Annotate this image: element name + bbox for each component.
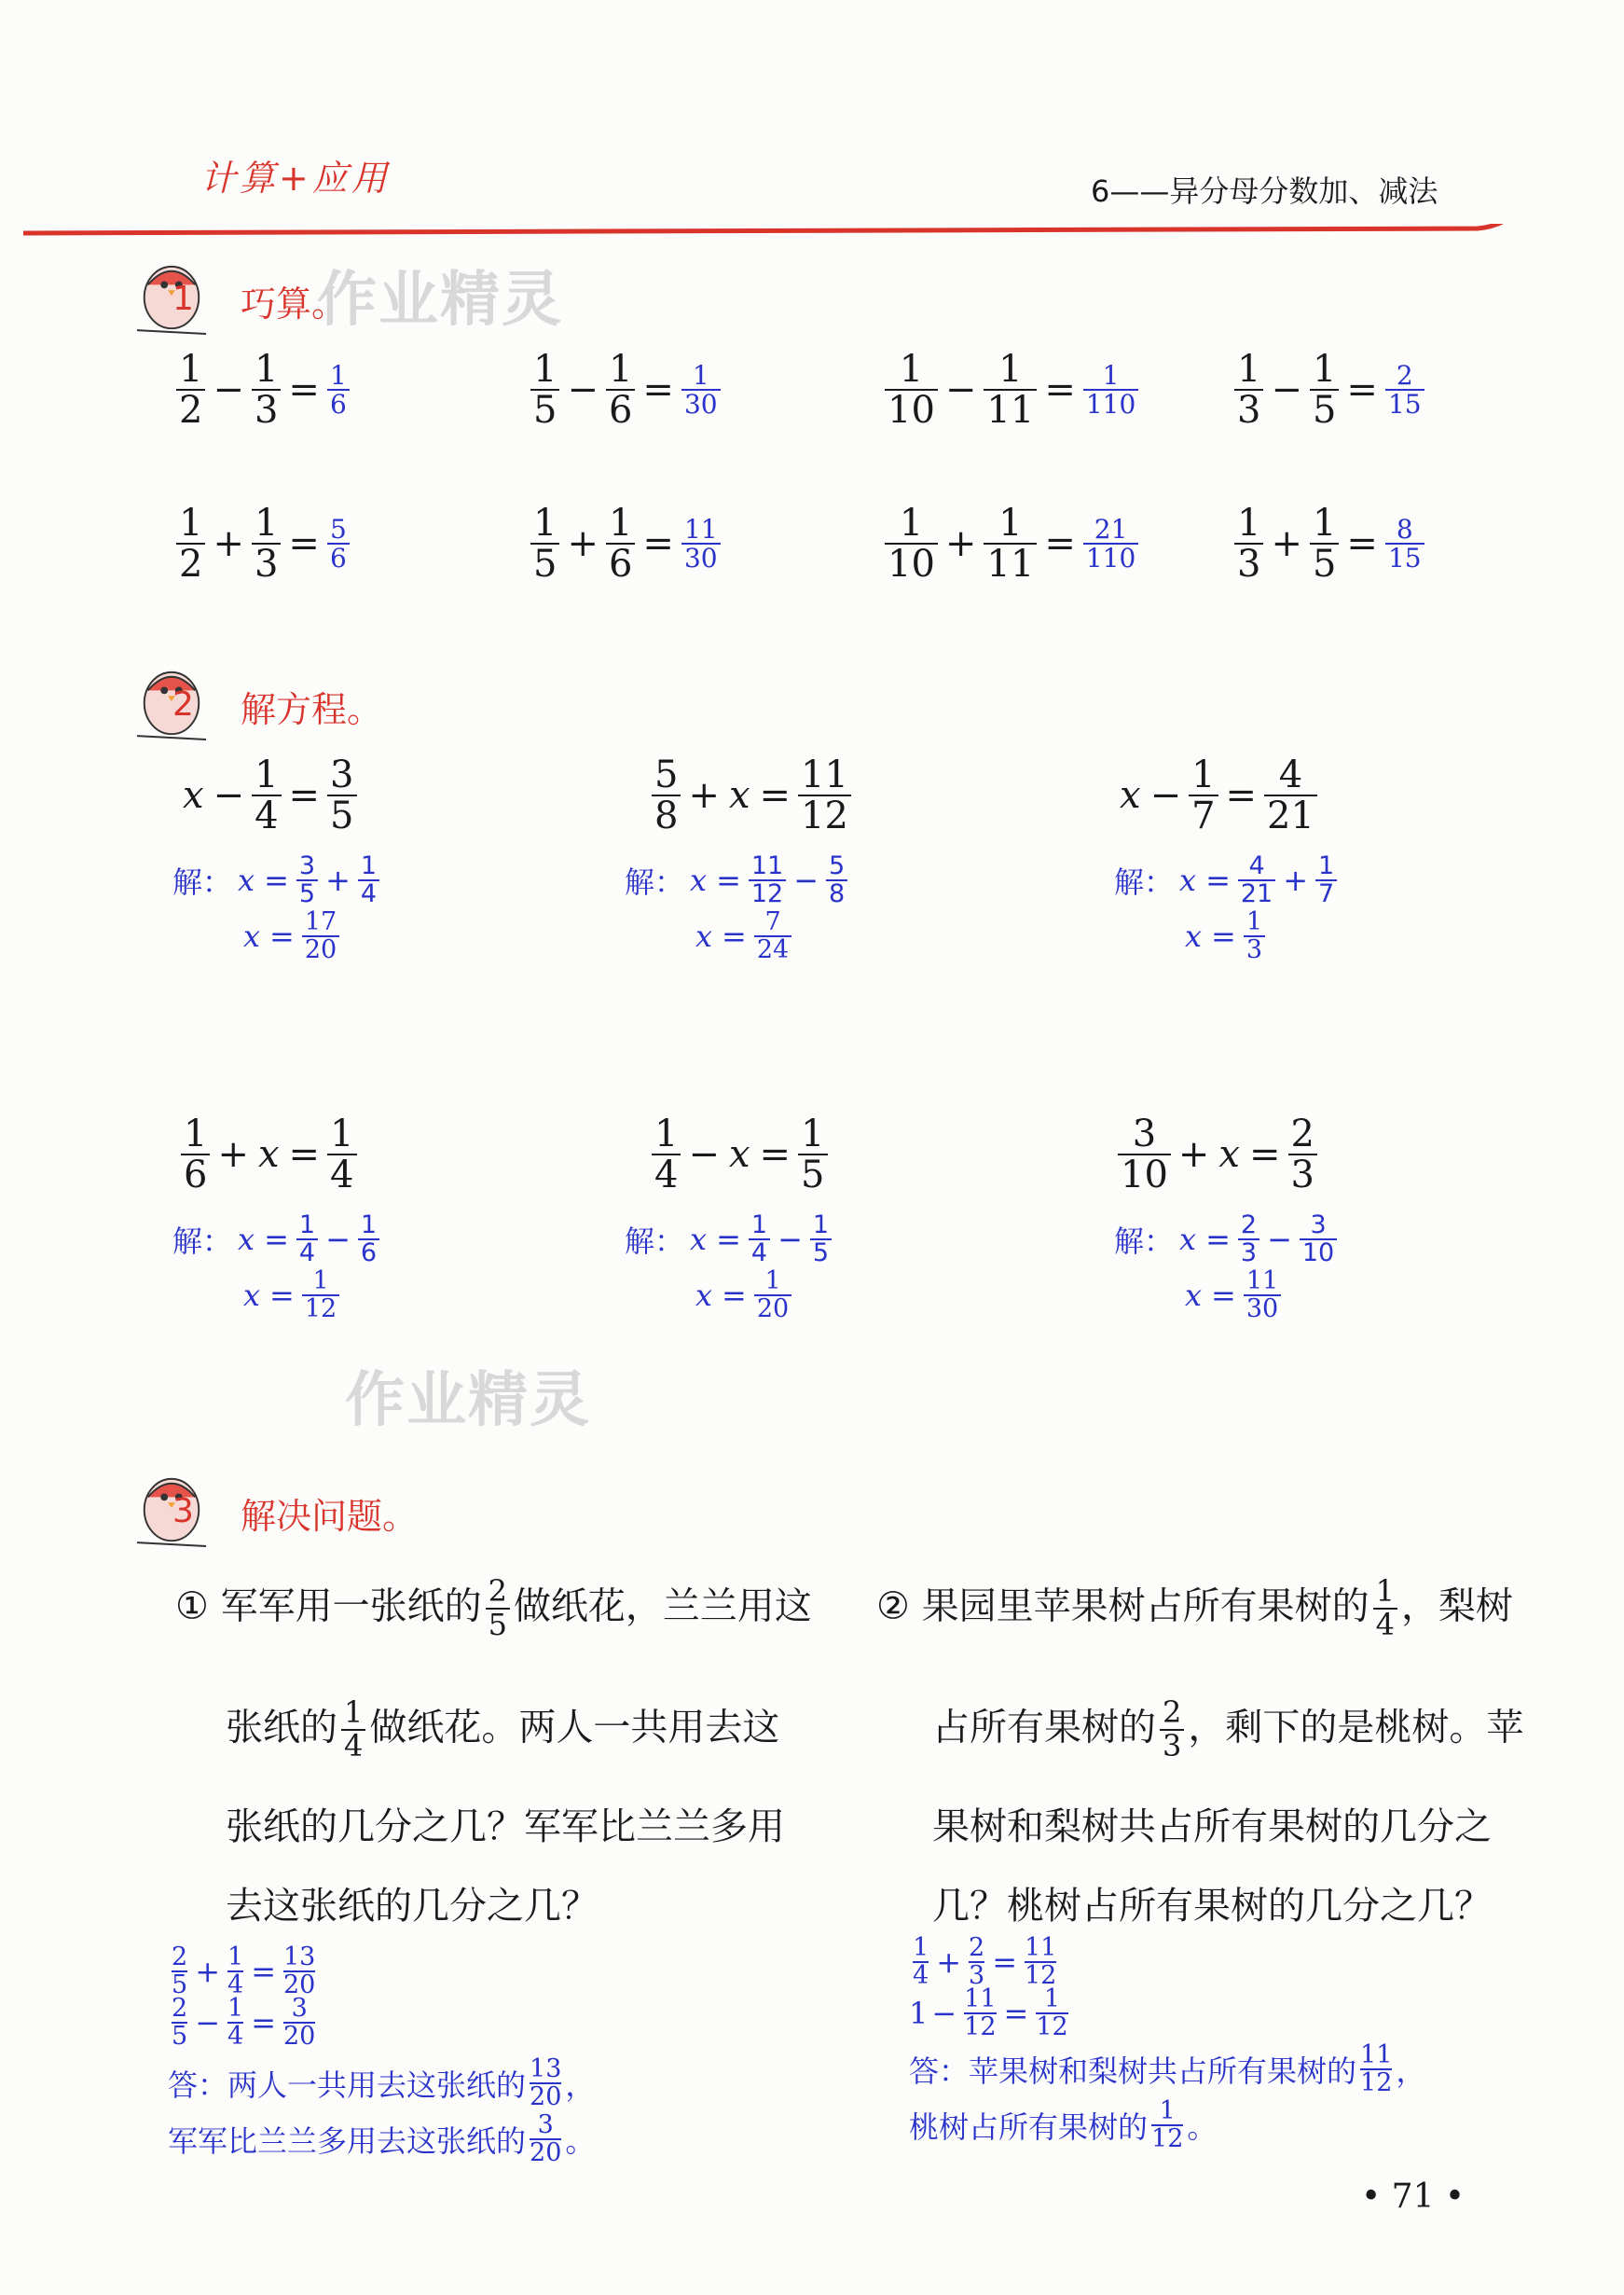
problem-2-work-2: 1 − $\frac{11}{12}$ = $\frac{1}{12}$: [909, 1984, 1068, 2042]
section-3-title: 解决问题。: [241, 1496, 419, 1537]
fraction: $\frac{11}{12}$: [798, 755, 851, 836]
problem-1-line-1: ① 军军用一张纸的 $\frac{2}{5}$ 做纸花，兰兰用这: [175, 1573, 812, 1642]
equation: $\frac{5}{8}$ + x = $\frac{11}{12}$: [648, 755, 855, 836]
section-3-icon: [135, 1469, 208, 1556]
problem-2-answer-2: 桃树占所有果树的 $\frac{1}{12}$ 。: [909, 2096, 1218, 2154]
calc-item: $\frac{1}{2}$ + $\frac{1}{3}$ = $\frac{5}{6}$: [172, 504, 353, 584]
fraction: $\frac{5}{8}$: [652, 755, 681, 836]
fraction: $\frac{1}{6}$: [358, 1212, 379, 1267]
section-1-title: 巧算。: [241, 283, 348, 325]
calc-item: $\frac{1}{10}$ − $\frac{1}{11}$ = $\frac{1}{110}$: [881, 350, 1142, 430]
problem-2-line-1: ② 果园里苹果树占所有果树的 $\frac{1}{4}$ ，梨树: [876, 1573, 1513, 1642]
fraction: $\frac{21}{110}$: [1083, 516, 1138, 573]
section-2-title: 解方程。: [241, 689, 383, 730]
fraction: $\frac{1}{2}$: [176, 350, 205, 430]
fraction: $\frac{1}{7}$: [1315, 853, 1337, 908]
calc-item: $\frac{1}{10}$ + $\frac{1}{11}$ = $\frac{21}{110}$: [881, 504, 1142, 584]
fraction: $\frac{1}{6}$: [327, 362, 350, 419]
fraction: $\frac{1}{7}$: [1189, 755, 1218, 836]
fraction: $\frac{1}{4}$: [749, 1212, 770, 1267]
fraction: $\frac{5}{8}$: [826, 853, 847, 908]
fraction: $\frac{5}{6}$: [327, 516, 350, 573]
section-number: 1: [172, 280, 194, 318]
fraction: $\frac{1}{3}$: [1244, 909, 1265, 964]
problem-2-line-2: 占所有果树的 $\frac{2}{3}$ ，剩下的是桃树。苹: [932, 1694, 1524, 1763]
calc-item: $\frac{1}{3}$ + $\frac{1}{5}$ = $\frac{8}{15}$: [1231, 504, 1428, 584]
problem-2-line-3: 果树和梨树共占所有果树的几分之: [932, 1805, 1492, 1848]
fraction: $\frac{1}{4}$: [252, 755, 281, 836]
fraction: $\frac{1}{4}$: [327, 1114, 356, 1195]
solution-step-1: 解： x = $\frac{2}{3}$ − $\frac{3}{10}$: [1114, 1212, 1341, 1267]
fraction: $\frac{1}{2}$: [176, 504, 205, 584]
fraction: $\frac{1}{5}$: [810, 1212, 832, 1267]
problem-2-line-4: 几？桃树占所有果树的几分之几？: [932, 1885, 1492, 1928]
fraction: $\frac{11}{30}$: [1244, 1268, 1281, 1323]
calc-item: $\frac{1}{5}$ + $\frac{1}{6}$ = $\frac{11}{30}$: [527, 504, 724, 584]
problem-2-answer-1: 答：苹果树和梨树共占所有果树的 $\frac{11}{12}$ ，: [909, 2040, 1426, 2098]
calc-item: $\frac{1}{3}$ − $\frac{1}{5}$ = $\frac{2}{15}$: [1231, 350, 1428, 430]
solution-step-2: x = $\frac{1}{3}$: [1179, 909, 1269, 964]
solution-step-1: 解： x = $\frac{11}{12}$ − $\frac{5}{8}$: [625, 853, 851, 908]
fraction: $\frac{1}{12}$: [302, 1268, 339, 1323]
equation: $\frac{1}{6}$ + x = $\frac{1}{4}$: [177, 1114, 361, 1195]
fraction: $\frac{1}{6}$: [606, 350, 635, 430]
fraction: $\frac{8}{15}$: [1385, 516, 1424, 573]
solution-step-2: x = $\frac{11}{30}$: [1179, 1268, 1285, 1323]
fraction: $\frac{1}{20}$: [754, 1268, 791, 1323]
solution-step-2: x = $\frac{1}{12}$: [238, 1268, 343, 1323]
solution-step-2: x = $\frac{7}{24}$: [690, 909, 795, 964]
fraction: $\frac{4}{21}$: [1264, 755, 1317, 836]
fraction: $\frac{2}{3}$: [1238, 1212, 1259, 1267]
equation: x − $\frac{1}{4}$ = $\frac{3}{5}$: [177, 755, 361, 836]
fraction: $\frac{1}{11}$: [984, 504, 1037, 584]
fraction: $\frac{1}{4}$: [296, 1212, 318, 1267]
calc-item: $\frac{1}{5}$ − $\frac{1}{6}$ = $\frac{1}{30}$: [527, 350, 724, 430]
problem-1-line-4: 去这张纸的几分之几？: [226, 1885, 599, 1928]
section-2-icon: [135, 662, 208, 750]
solution-step-1: 解： x = $\frac{1}{4}$ − $\frac{1}{6}$: [172, 1212, 383, 1267]
solution-step-2: x = $\frac{17}{20}$: [238, 909, 343, 964]
problem-1-work-1: $\frac{2}{5}$ + $\frac{1}{4}$ = $\frac{13}{20}$: [172, 1942, 316, 2000]
fraction: $\frac{3}{5}$: [296, 853, 318, 908]
problem-1-answer-1: 答：两人一共用去这张纸的 $\frac{13}{20}$ ，: [168, 2054, 596, 2112]
fraction: $\frac{1}{3}$: [1234, 350, 1263, 430]
fraction: $\frac{1}{4}$: [652, 1114, 681, 1195]
watermark: 作业精灵: [317, 266, 563, 335]
section-number: 2: [172, 685, 194, 724]
equation: x − $\frac{1}{7}$ = $\frac{4}{21}$: [1114, 755, 1321, 836]
fraction: $\frac{1}{6}$: [181, 1114, 210, 1195]
problem-1-line-2: 张纸的 $\frac{1}{4}$ 做纸花。两人一共用去这: [226, 1694, 780, 1763]
fraction: $\frac{11}{30}$: [681, 516, 721, 573]
fraction: $\frac{3}{5}$: [327, 755, 356, 836]
fraction: $\frac{1}{3}$: [1234, 504, 1263, 584]
solution-step-1: 解： x = $\frac{4}{21}$ + $\frac{1}{7}$: [1114, 853, 1341, 908]
fraction: $\frac{1}{6}$: [606, 504, 635, 584]
fraction: $\frac{1}{5}$: [530, 350, 559, 430]
solution-step-1: 解： x = $\frac{1}{4}$ − $\frac{1}{5}$: [625, 1212, 835, 1267]
fraction: $\frac{1}{3}$: [252, 350, 281, 430]
fraction: $\frac{1}{10}$: [885, 504, 938, 584]
fraction: $\frac{2}{3}$: [1288, 1114, 1317, 1195]
page-number: • 71 •: [1361, 2177, 1466, 2216]
fraction: $\frac{3}{10}$: [1300, 1212, 1337, 1267]
fraction: $\frac{17}{20}$: [302, 909, 339, 964]
equation: $\frac{3}{10}$ + x = $\frac{2}{3}$: [1114, 1114, 1321, 1195]
header-right-title: 6——异分母分数加、减法: [1091, 173, 1438, 209]
problem-1-answer-2: 军军比兰兰多用去这张纸的 $\frac{3}{20}$ 。: [168, 2110, 596, 2168]
fraction: $\frac{1}{5}$: [1310, 350, 1339, 430]
fraction: $\frac{1}{30}$: [681, 362, 721, 419]
fraction: $\frac{1}{5}$: [530, 504, 559, 584]
fraction: $\frac{1}{4}$: [358, 853, 379, 908]
fraction: $\frac{4}{21}$: [1238, 853, 1275, 908]
section-number: 3: [172, 1492, 194, 1530]
problem-1-work-2: $\frac{2}{5}$ − $\frac{1}{4}$ = $\frac{3}{20}$: [172, 1994, 316, 2052]
section-1-icon: [135, 256, 208, 344]
fraction: $\frac{11}{12}$: [749, 853, 786, 908]
fraction: $\frac{1}{10}$: [885, 350, 938, 430]
fraction: $\frac{1}{11}$: [984, 350, 1037, 430]
solution-step-1: 解： x = $\frac{3}{5}$ + $\frac{1}{4}$: [172, 853, 383, 908]
solution-step-2: x = $\frac{1}{20}$: [690, 1268, 795, 1323]
equation: $\frac{1}{4}$ − x = $\frac{1}{5}$: [648, 1114, 832, 1195]
fraction: $\frac{1}{110}$: [1083, 362, 1138, 419]
watermark: 作业精灵: [345, 1366, 591, 1435]
fraction: $\frac{3}{10}$: [1118, 1114, 1171, 1195]
problem-1-line-3: 张纸的几分之几？军军比兰兰多用: [226, 1805, 785, 1848]
calc-item: $\frac{1}{2}$ − $\frac{1}{3}$ = $\frac{1}{6}$: [172, 350, 353, 430]
fraction: $\frac{2}{15}$: [1385, 362, 1424, 419]
header-left-title: 计算+应用: [200, 158, 391, 199]
fraction: $\frac{1}{5}$: [798, 1114, 827, 1195]
fraction: $\frac{1}{3}$: [252, 504, 281, 584]
fraction: $\frac{7}{24}$: [754, 909, 791, 964]
fraction: $\frac{1}{5}$: [1310, 504, 1339, 584]
problem-2-work-1: $\frac{1}{4}$ + $\frac{2}{3}$ = $\frac{11}{12}$: [913, 1933, 1057, 1991]
